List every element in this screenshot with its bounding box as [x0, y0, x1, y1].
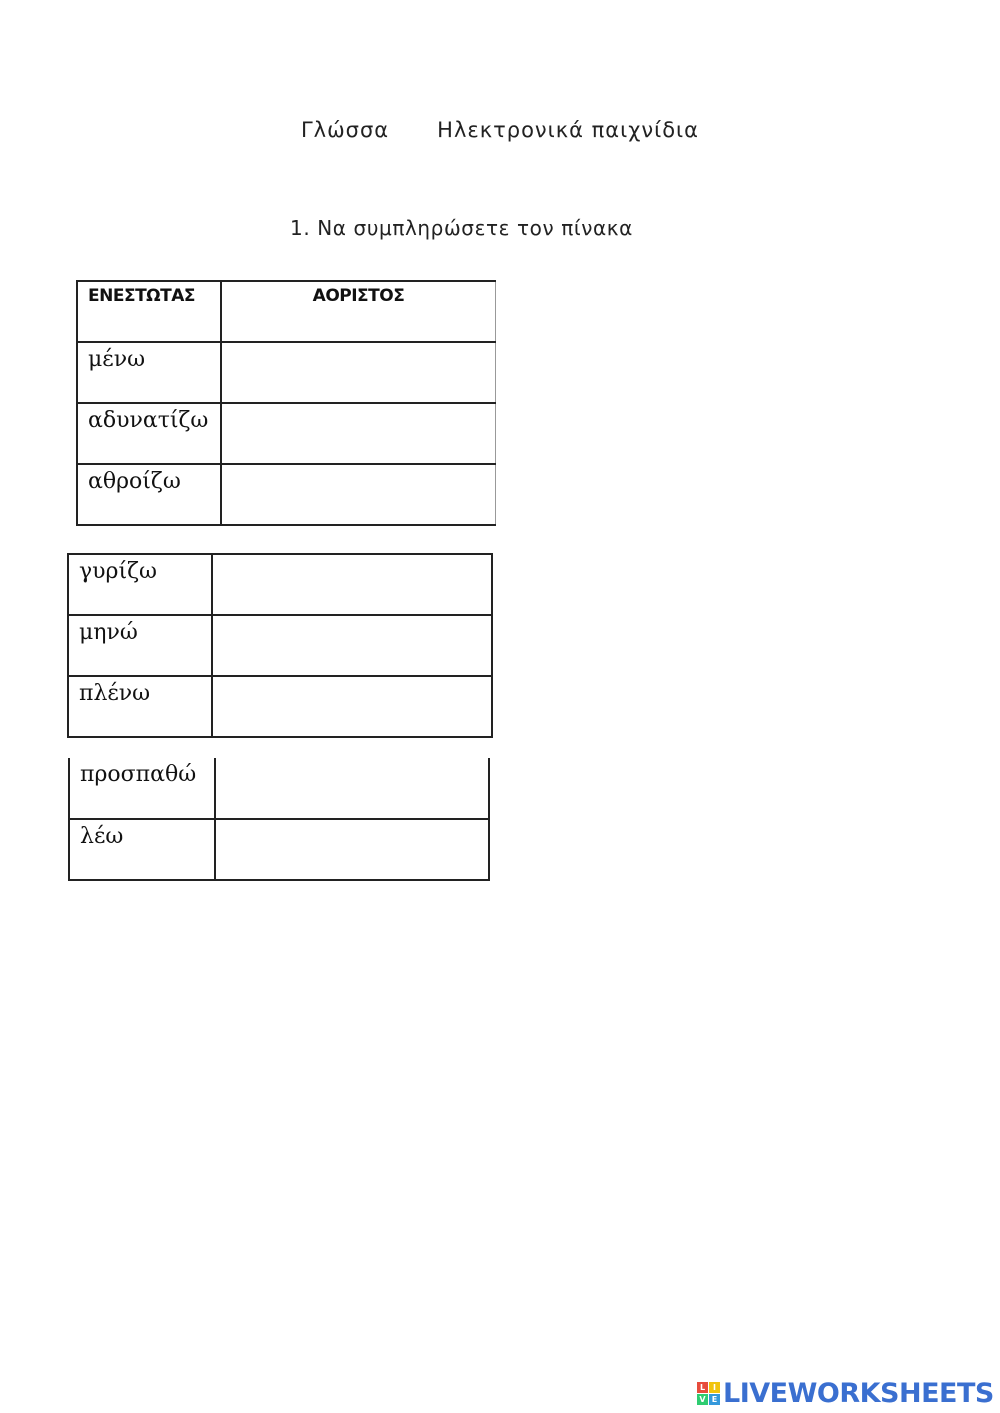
liveworksheets-logo-icon: [697, 1382, 720, 1405]
table-row: [77, 403, 496, 464]
logo-tile: I: [709, 1382, 720, 1393]
aorist-answer-input[interactable]: [216, 758, 488, 790]
aorist-answer-input[interactable]: [222, 343, 495, 375]
aorist-answer-input[interactable]: [213, 555, 491, 587]
liveworksheets-brand: [697, 1378, 994, 1409]
present-verb: λέω: [69, 819, 215, 880]
brand-logo-text: LIVEWORKSHEETS: [723, 1378, 994, 1409]
present-verb: μηνώ: [68, 615, 212, 676]
table-row: [68, 554, 492, 615]
aorist-answer-input[interactable]: [222, 465, 495, 497]
aorist-cell[interactable]: [221, 403, 496, 464]
table-header-row: [77, 281, 496, 342]
aorist-answer-input[interactable]: [213, 616, 491, 648]
topic-label: Ηλεκτρονικά παιχνίδια: [437, 118, 700, 142]
aorist-cell[interactable]: [212, 554, 492, 615]
verb-table-3: [68, 758, 490, 881]
aorist-cell[interactable]: [215, 758, 489, 819]
table-row: [69, 819, 489, 880]
subject-label: Γλώσσα: [300, 118, 390, 142]
logo-tile: L: [697, 1382, 708, 1393]
present-verb: αθροίζω: [77, 464, 221, 525]
verb-table-1: [76, 280, 496, 526]
aorist-answer-input[interactable]: [213, 677, 491, 709]
aorist-cell[interactable]: [212, 615, 492, 676]
logo-tile: V: [697, 1394, 708, 1405]
aorist-answer-input[interactable]: [216, 820, 488, 852]
table-row: [69, 758, 489, 819]
aorist-answer-input[interactable]: [222, 404, 495, 436]
header-present: ΕΝΕΣΤΩΤΑΣ: [77, 281, 221, 342]
header-aorist: ΑΟΡΙΣΤΟΣ: [221, 281, 496, 342]
table-row: [77, 464, 496, 525]
worksheet-title: [0, 118, 1000, 142]
logo-tile: E: [709, 1394, 720, 1405]
present-verb: γυρίζω: [68, 554, 212, 615]
instruction-text: 1. Να συμπληρώσετε τον πίνακα: [290, 216, 633, 240]
present-verb: προσπαθώ: [69, 758, 215, 819]
present-verb: αδυνατίζω: [77, 403, 221, 464]
aorist-cell[interactable]: [212, 676, 492, 737]
aorist-cell[interactable]: [221, 342, 496, 403]
table-row: [68, 615, 492, 676]
table-row: [68, 676, 492, 737]
verb-table-2: [67, 553, 493, 738]
present-verb: πλένω: [68, 676, 212, 737]
table-row: [77, 342, 496, 403]
aorist-cell[interactable]: [215, 819, 489, 880]
aorist-cell[interactable]: [221, 464, 496, 525]
present-verb: μένω: [77, 342, 221, 403]
